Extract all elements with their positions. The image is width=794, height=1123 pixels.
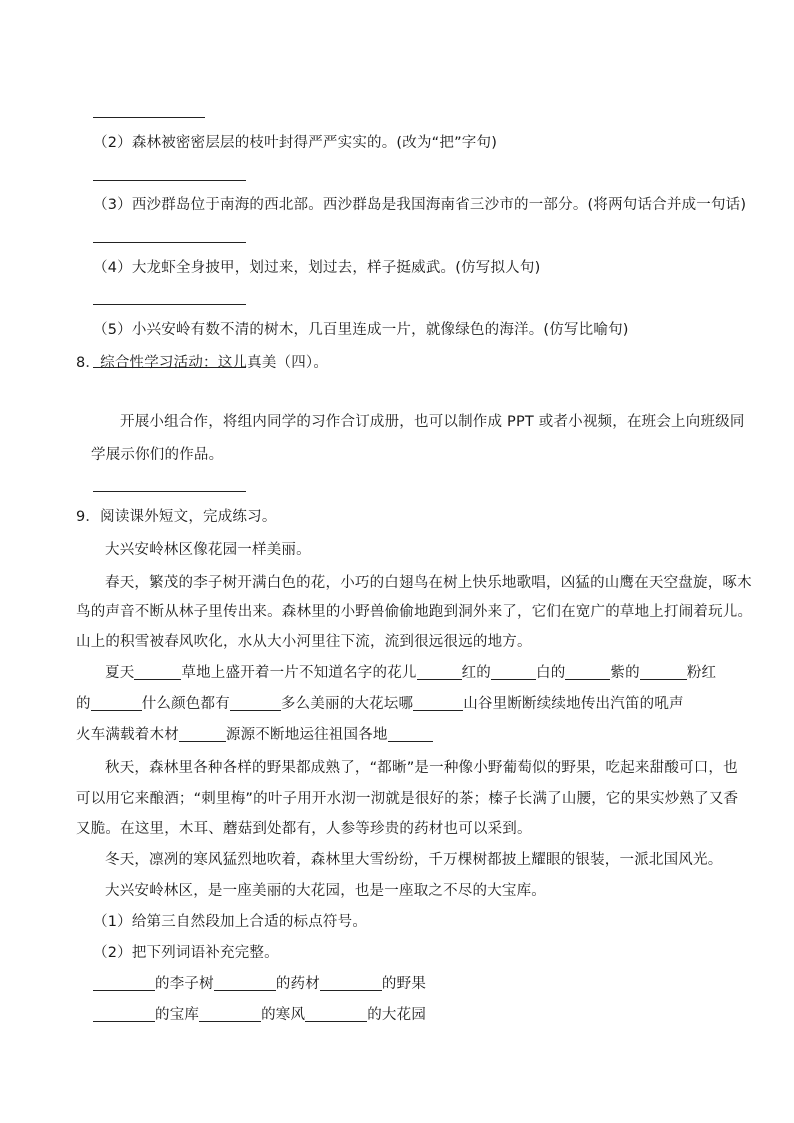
- summer-text: 粉红: [686, 665, 717, 681]
- summer-text: 山谷里断断续续地传出汽笛的吼声: [463, 696, 684, 712]
- punctuation-blank[interactable]: [388, 726, 433, 742]
- summer-text: 紫的: [610, 665, 640, 681]
- word-blank[interactable]: [305, 1006, 367, 1022]
- passage-summer-line2: [76, 694, 684, 714]
- passage-autumn-line1: 秋天，森林里各种各样的野果都成熟了，“都晰”是一种像小野葡萄似的野果，吃起来甜酸可口，也: [105, 760, 738, 776]
- passage-summer-line1: [105, 663, 716, 683]
- punctuation-blank[interactable]: [413, 695, 463, 711]
- question-7-4: （4）大龙虾全身披甲，划过来，划过去，样子挺威武。(仿写拟人句): [93, 260, 541, 276]
- answer-line-q7-3[interactable]: [93, 242, 246, 243]
- passage-conclusion: 大兴安岭林区，是一座美丽的大花园，也是一座取之不尽的大宝库。: [105, 883, 546, 899]
- word-blank[interactable]: [320, 975, 382, 991]
- answer-line-q7-4[interactable]: [93, 304, 246, 305]
- summer-text: 什么颜色都有: [141, 696, 230, 712]
- passage-spring-line2: 鸟的声音不断从林子里传出来。森林里的小野兽偷偷地跑到洞外来了，它们在宽广的草地上打闹着玩儿。: [76, 604, 753, 620]
- summer-text: 草地上盛开着一片不知道名字的花儿: [181, 665, 417, 681]
- answer-line-q7-1[interactable]: [93, 117, 205, 118]
- summer-text: 多么美丽的大花坛哪: [280, 696, 414, 712]
- question-7-5: （5）小兴安岭有数不清的树木，几百里连成一片，就像绿色的海洋。(仿写比喻句): [93, 322, 629, 338]
- punctuation-blank[interactable]: [179, 726, 226, 742]
- fill-word: 的寒风: [261, 1007, 306, 1023]
- punctuation-blank[interactable]: [565, 664, 610, 680]
- fill-row-1: [93, 974, 426, 994]
- fill-word: 的大花园: [367, 1007, 427, 1023]
- fill-row-2: [93, 1005, 426, 1025]
- passage-summer-line3: [76, 725, 433, 745]
- question-7-2: （2）森林被密密层层的枝叶封得严严实实的。(改为“把”字句): [93, 135, 498, 151]
- word-blank[interactable]: [93, 975, 155, 991]
- word-blank[interactable]: [199, 1006, 261, 1022]
- fill-word: 的野果: [381, 976, 427, 992]
- summer-text: 红的: [461, 665, 492, 681]
- passage-intro: 大兴安岭林区像花园一样美丽。: [105, 542, 311, 558]
- punctuation-blank[interactable]: [640, 664, 687, 680]
- sub-question-1: （1）给第三自然段加上合适的标点符号。: [93, 914, 368, 930]
- punctuation-blank[interactable]: [491, 664, 536, 680]
- answer-line-q7-2[interactable]: [93, 180, 246, 181]
- summer-text: 夏天: [105, 665, 135, 681]
- punctuation-blank[interactable]: [91, 695, 142, 711]
- summer-text: 白的: [536, 665, 566, 681]
- passage-spring-line1: 春天，繁茂的李子树开满白色的花，小巧的白翅鸟在树上快乐地歌唱，凶猛的山鹰在天空盘旋，啄木: [105, 575, 752, 591]
- question-8-heading: 8．综合性学习活动：这儿真美（四）。: [76, 355, 329, 371]
- punctuation-blank[interactable]: [230, 695, 281, 711]
- question-9-heading: 9．阅读课外短文，完成练习。: [76, 509, 277, 525]
- word-blank[interactable]: [214, 975, 276, 991]
- fill-word: 的李子树: [155, 976, 214, 992]
- question-7-3: （3）西沙群岛位于南海的西北部。西沙群岛是我国海南省三沙市的一部分。(将两句话合并成一句话): [93, 197, 747, 213]
- summer-text: 火车满载着木材: [76, 727, 179, 743]
- punctuation-blank[interactable]: [134, 664, 181, 680]
- summer-text: 源源不断地运往祖国各地: [225, 727, 388, 743]
- passage-spring-line3: 山上的积雪被春风吹化，水从大小河里往下流，流到很远很远的地方。: [76, 634, 532, 650]
- sub-question-2: （2）把下列词语补充完整。: [93, 945, 279, 961]
- fill-word: 的药材: [275, 976, 320, 992]
- answer-line-q8[interactable]: [93, 491, 246, 492]
- passage-winter: 冬天，凛冽的寒风猛烈地吹着，森林里大雪纷纷，千万棵树都披上耀眼的银装，一派北国风光。: [105, 852, 723, 868]
- question-8-body-line2: 学展示你们的作品。: [91, 447, 224, 463]
- punctuation-blank[interactable]: [417, 664, 462, 680]
- summer-text: 的: [76, 696, 91, 712]
- passage-autumn-line2: 可以用它来酿酒；“刺里梅”的叶子用开水沏一沏就是很好的茶；榛子长满了山腰，它的果实炒熟了又香: [76, 791, 739, 807]
- fill-word: 的宝库: [155, 1007, 200, 1023]
- passage-autumn-line3: 又脆。在这里，木耳、蘑菇到处都有，人参等珍贵的药材也可以采到。: [76, 821, 532, 837]
- question-8-body-line1: 开展小组合作，将组内同学的习作合订成册，也可以制作成 PPT 或者小视频，在班会上向班级同: [120, 414, 745, 430]
- word-blank[interactable]: [93, 1006, 155, 1022]
